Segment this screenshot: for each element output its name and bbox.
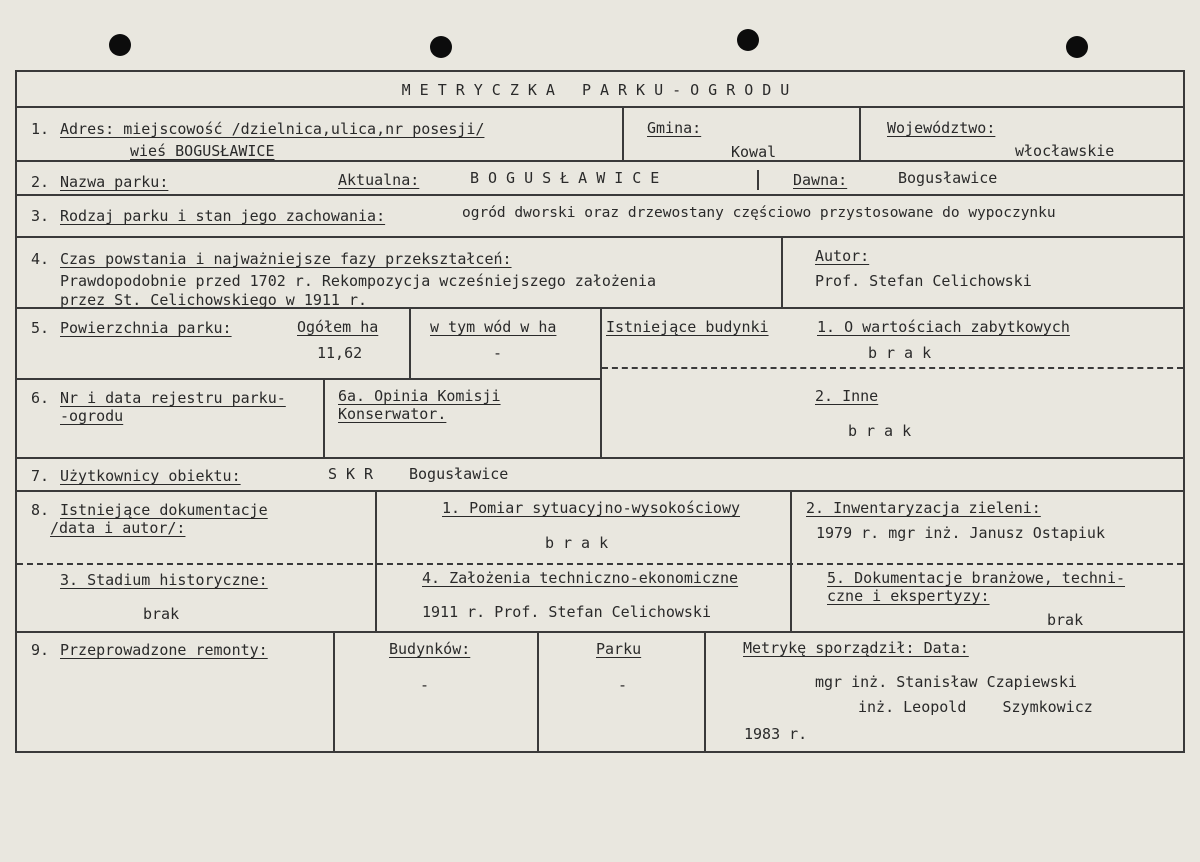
address-value: wieś BOGUSŁAWICE — [130, 142, 275, 160]
repairs-label: Przeprowadzone remonty: — [60, 641, 268, 659]
docs-label-line-1: Istniejące dokumentacje — [60, 501, 268, 519]
users-label: Użytkownicy obiektu: — [60, 467, 241, 485]
register-label-line-1: Nr i data rejestru parku- — [60, 389, 286, 407]
border-top — [15, 70, 1185, 72]
commission-opinion-line-1: 6a. Opinia Komisji — [338, 387, 501, 405]
users-value-b: Bogusławice — [409, 465, 509, 483]
branch-docs-line-2: czne i ekspertyzy: — [827, 587, 990, 605]
row2-number: 2. — [31, 173, 50, 191]
gmina-label: Gmina: — [647, 119, 702, 137]
preparer-2: inż. Leopold Szymkowicz — [858, 698, 1093, 716]
dash-docs — [17, 563, 1183, 565]
buildings-repairs-label: Budynków: — [389, 640, 471, 658]
col-woj-left — [859, 106, 861, 160]
buildings-repairs-value: - — [420, 676, 430, 694]
row-line-9 — [15, 631, 1185, 633]
register-label-line-2: -ogrodu — [60, 407, 124, 425]
col-budynkow-left — [333, 631, 335, 753]
former-name-label: Dawna: — [793, 171, 848, 189]
row-line-6a — [15, 378, 602, 380]
area-label: Powierzchnia parku: — [60, 319, 232, 337]
card-title: METRYCZKA PARKU-OGRODU — [401, 81, 799, 99]
punch-hole-3 — [737, 29, 759, 51]
docs-label-line-2: /data i autor/: — [50, 519, 186, 537]
historic-study-value: brak — [143, 605, 180, 623]
park-repairs-label: Parku — [596, 640, 642, 658]
greenery-value: 1979 r. mgr inż. Janusz Ostapiuk — [816, 524, 1105, 542]
border-left — [15, 70, 17, 753]
history-line-1: Prawdopodobnie przed 1702 r. Rekompozycja wcześniejszego założenia — [60, 272, 657, 290]
users-value-a: SKR — [328, 465, 383, 483]
commission-opinion-line-2: Konserwator. — [338, 405, 447, 423]
row9-number: 9. — [31, 641, 50, 659]
history-label: Czas powstania i najważniejsze fazy przekształceń: — [60, 250, 512, 268]
preparer-1: mgr inż. Stanisław Czapiewski — [815, 673, 1077, 691]
park-name-label: Nazwa parku: — [60, 173, 169, 191]
gmina-value: Kowal — [731, 143, 777, 161]
tech-assumptions-label: 4. Założenia techniczno-ekonomiczne — [422, 569, 739, 587]
wojewodztwo-label: Województwo: — [887, 119, 996, 137]
greenery-label: 2. Inwentaryzacja zieleni: — [806, 499, 1041, 517]
row7-number: 7. — [31, 467, 50, 485]
former-name-value: Bogusławice — [898, 169, 998, 187]
park-type-label: Rodzaj parku i stan jego zachowania: — [60, 207, 386, 225]
punch-hole-4 — [1066, 36, 1088, 58]
col-metryka-left — [704, 631, 706, 753]
border-bottom — [15, 751, 1185, 753]
area-total-value: 11,62 — [317, 344, 363, 362]
row-line-3 — [15, 194, 1185, 196]
park-type-value: ogród dworski oraz drzewostany częściowo przystosowane do wypoczynku — [462, 205, 1056, 221]
col-parku-left — [537, 631, 539, 753]
current-name-label: Aktualna: — [338, 171, 420, 189]
water-area-value: - — [493, 344, 503, 362]
col-pomiar-left — [375, 490, 377, 631]
branch-docs-value: brak — [1047, 611, 1084, 629]
row-line-8 — [15, 490, 1185, 492]
historic-buildings-label: 1. O wartościach zabytkowych — [817, 318, 1070, 336]
water-area-label: w tym wód w ha — [430, 318, 557, 336]
row-line-4 — [15, 236, 1185, 238]
historic-study-label: 3. Stadium historyczne: — [60, 571, 268, 589]
current-name-value: BOGUSŁAWICE — [470, 169, 669, 187]
buildings-label: Istniejące budynki — [606, 318, 769, 336]
author-label: Autor: — [815, 247, 870, 265]
author-value: Prof. Stefan Celichowski — [815, 272, 1032, 290]
other-buildings-label: 2. Inne — [815, 387, 879, 405]
survey-value: brak — [545, 534, 618, 552]
historic-buildings-value: brak — [868, 344, 941, 362]
row1-number: 1. — [31, 120, 50, 138]
history-line-2: przez St. Celichowskiego w 1911 r. — [60, 291, 368, 309]
row4-number: 4. — [31, 250, 50, 268]
col-ogolem-right — [409, 307, 411, 378]
row5-number: 5. — [31, 319, 50, 337]
wojewodztwo-value: włocławskie — [1015, 142, 1115, 160]
area-total-label: Ogółem ha — [297, 318, 379, 336]
prepared-by-label: Metrykę sporządził: Data: — [743, 639, 969, 657]
col-budynki-left — [600, 307, 602, 457]
col-dawna-left — [757, 170, 759, 190]
col-opinia-left — [323, 378, 325, 457]
park-repairs-value: - — [618, 676, 628, 694]
row-line-2 — [15, 160, 1185, 162]
col-autor-left — [781, 236, 783, 307]
col-inwent-left — [790, 490, 792, 631]
row3-number: 3. — [31, 207, 50, 225]
tech-assumptions-value: 1911 r. Prof. Stefan Celichowski — [422, 603, 711, 621]
record-card — [15, 70, 1185, 753]
other-buildings-value: brak — [848, 422, 921, 440]
row6-number: 6. — [31, 389, 50, 407]
border-right — [1183, 70, 1185, 753]
branch-docs-line-1: 5. Dokumentacje branżowe, techni- — [827, 569, 1126, 587]
dash-budynki — [602, 367, 1183, 369]
col-gmina-left — [622, 106, 624, 160]
survey-label: 1. Pomiar sytuacyjno-wysokościowy — [442, 499, 741, 517]
row-line-1 — [15, 106, 1185, 108]
punch-hole-1 — [109, 34, 131, 56]
prepared-year: 1983 r. — [744, 725, 808, 743]
row8-number: 8. — [31, 501, 50, 519]
address-label: Adres: miejscowość /dzielnica,ulica,nr posesji/ — [60, 120, 485, 138]
row-line-7 — [15, 457, 1185, 459]
punch-hole-2 — [430, 36, 452, 58]
